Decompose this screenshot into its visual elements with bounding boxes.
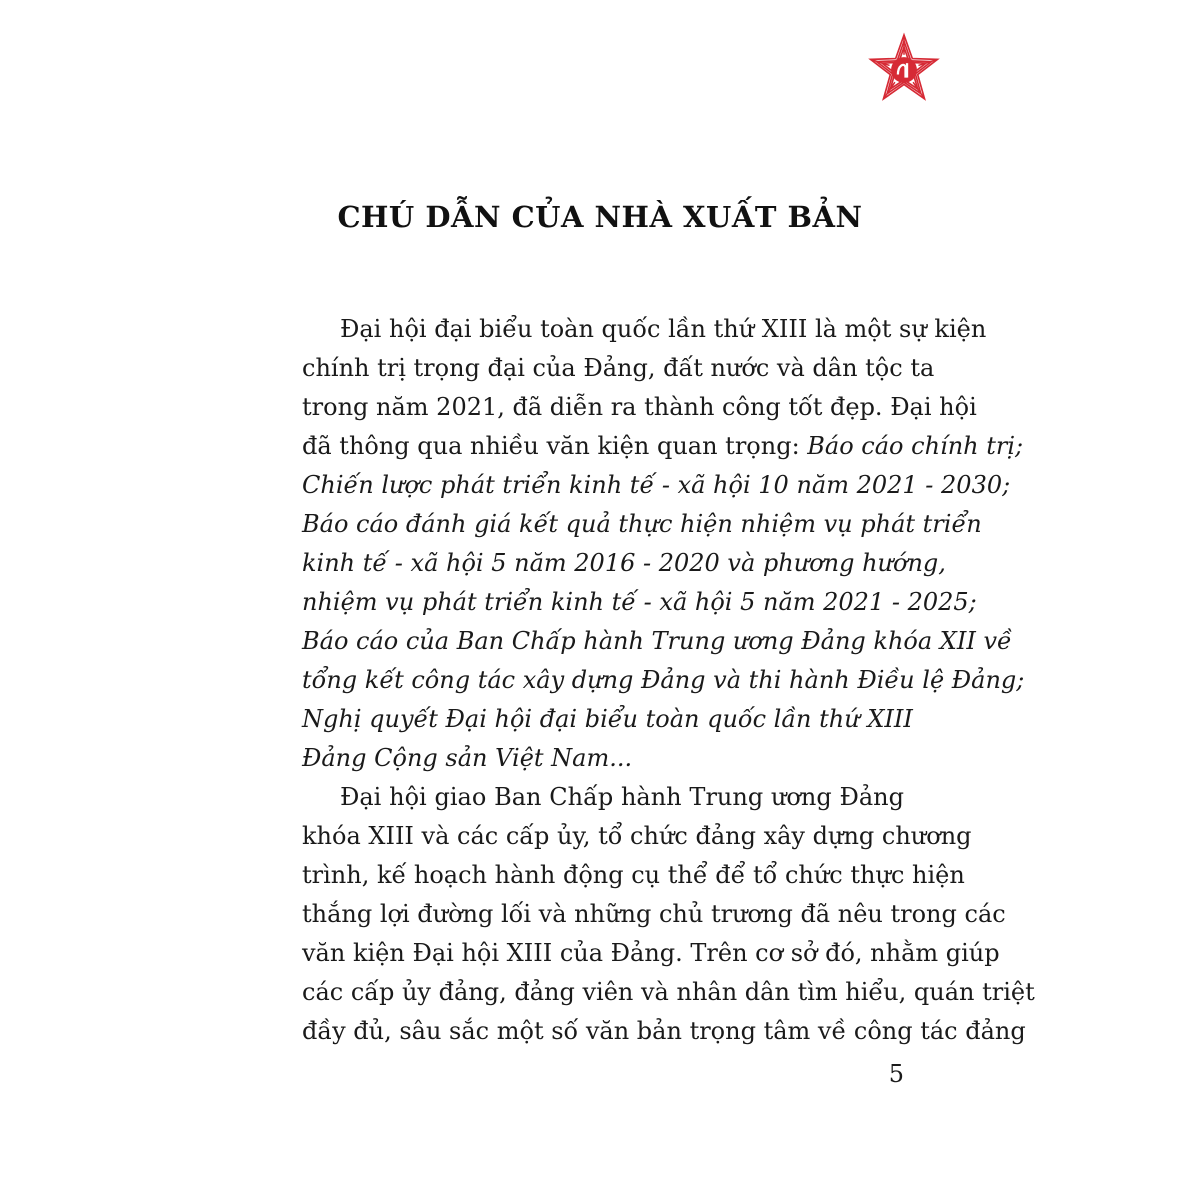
document-title-italic: tổng kết công tác xây dựng Đảng và thi hành Điều lệ Đảng; [302,666,1025,694]
document-title-italic: Báo cáo của Ban Chấp hành Trung ương Đảng khóa XII về [302,627,1012,655]
document-title-italic: Nghị quyết Đại hội đại biểu toàn quốc lần thứ XIII [302,705,913,733]
publisher-star-logo-icon [866,32,942,108]
text-line: thắng lợi đường lối và những chủ trương đã nêu trong các [302,900,1006,928]
document-title-italic: kinh tế - xã hội 5 năm 2016 - 2020 và phương hướng, [302,549,946,577]
document-title-italic: nhiệm vụ phát triển kinh tế - xã hội 5 năm 2021 - 2025; [302,588,977,616]
document-title-italic: Chiến lược phát triển kinh tế - xã hội 10 năm 2021 - 2030; [302,471,1011,499]
text-line: khóa XIII và các cấp ủy, tổ chức đảng xây dựng chương [302,822,972,850]
text-line: trình, kế hoạch hành động cụ thể để tổ chức thực hiện [302,861,965,889]
text-line: các cấp ủy đảng, đảng viên và nhân dân tìm hiểu, quán triệt [302,978,1035,1006]
text-line: trong năm 2021, đã diễn ra thành công tốt đẹp. Đại hội [302,393,977,421]
paragraph-1 [302,310,1025,778]
text-line: Đại hội giao Ban Chấp hành Trung ương Đảng [340,783,904,811]
text-line: đầy đủ, sâu sắc một số văn bản trọng tâm về công tác đảng [302,1017,1026,1045]
preface-text [302,310,1035,1051]
text-line: Đại hội đại biểu toàn quốc lần thứ XIII là một sự kiện [340,315,987,343]
document-title-italic: Báo cáo chính trị; [807,432,1024,460]
document-title-italic: Báo cáo đánh giá kết quả thực hiện nhiệm vụ phát triển [302,510,982,538]
page-number: 5 [888,1060,904,1088]
text-line: văn kiện Đại hội XIII của Đảng. Trên cơ sở đó, nhằm giúp [302,939,1000,967]
text-line [302,427,1024,466]
paragraph-2 [302,778,1035,1051]
page-title: CHÚ DẪN CỦA NHÀ XUẤT BẢN [337,200,863,234]
document-title-italic: Đảng Cộng sản Việt Nam... [302,744,633,772]
text-line: chính trị trọng đại của Đảng, đất nước và dân tộc ta [302,354,935,382]
text-fragment: đã thông qua nhiều văn kiện quan trọng: [302,432,808,460]
